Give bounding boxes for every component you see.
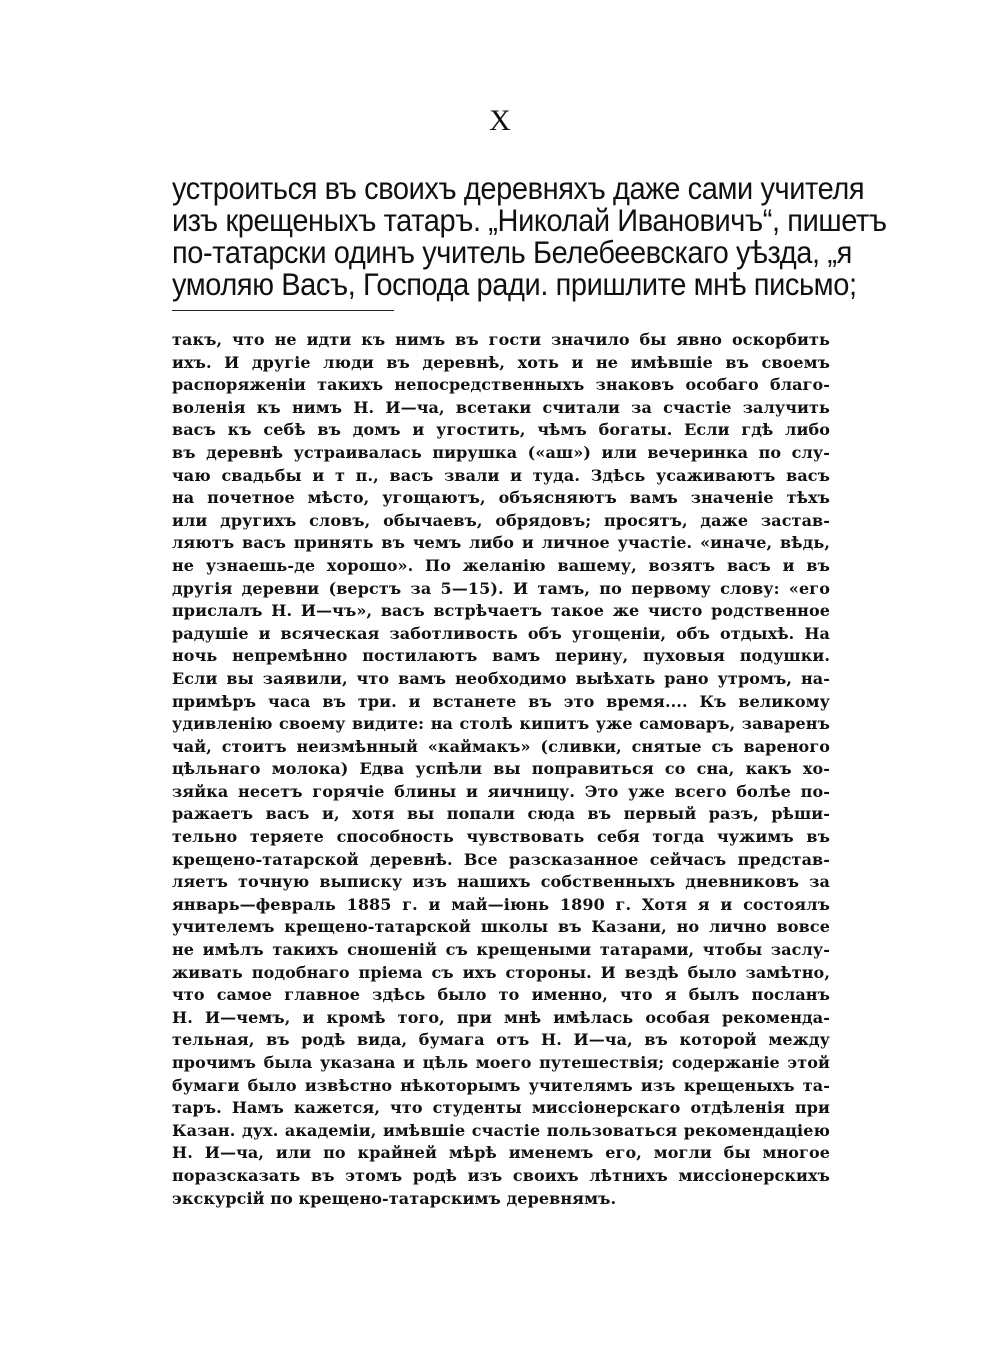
footnote-line: такъ, что не идти къ нимъ въ гости значило бы явно оскорбить — [172, 330, 830, 349]
footnote-line: чаю свадьбы и т п., васъ звали и туда. Здѣсь усаживаютъ васъ — [172, 465, 830, 485]
footnote-line: ночь непремѣнно постилаютъ вамъ перину, пуховыя подушки. — [172, 646, 830, 666]
footnote-line: ляютъ васъ принять въ чемъ либо и личное участіе. «иначе, вѣдь, — [172, 533, 830, 553]
page-number: X — [489, 104, 511, 137]
footnote-line: въ деревнѣ устраивалась пирушка («аш») или вечеринка по слу- — [172, 442, 830, 462]
main-text-line: устроиться въ своихъ деревняхъ даже сами учителя — [172, 172, 865, 207]
footnote-line: ляетъ точную выписку изъ нашихъ собственныхъ дневниковъ за — [172, 872, 830, 892]
footnote-line: радушіе и всяческая заботливость объ угощеніи, объ отдыхѣ. На — [172, 623, 830, 643]
footnote-line: зяйка несетъ горячіе блины и яичницу. Это уже всего болѣе по- — [172, 781, 830, 801]
footnote-line: прислалъ Н. И—чъ», васъ встрѣчаетъ такое же чисто родственное — [172, 601, 830, 621]
footnote-line: ихъ. И другіе люди въ деревнѣ, хоть и не имѣвшіе въ своемъ — [172, 352, 830, 372]
footnote-line: тельная, въ родѣ вида, бумага отъ Н. И—ча, въ которой между — [172, 1030, 830, 1050]
footnote-line: тельно теряете способность чувствовать себя тогда чужимъ въ — [172, 827, 830, 847]
footnote-line: или другихъ словъ, обычаевъ, обрядовъ; просятъ, даже застав- — [172, 510, 830, 530]
footnote-line: ражаетъ васъ и, хотя вы попали сюда въ первый разъ, рѣши- — [172, 804, 830, 824]
footnote-line: удивленію своему видите: на столѣ кипитъ уже самоваръ, заваренъ — [172, 714, 830, 734]
footnote-line: крещено-татарской деревнѣ. Все разсказанное сейчасъ представ- — [172, 849, 830, 869]
footnote-line: на почетное мѣсто, угощаютъ, объясняютъ вамъ значеніе тѣхъ — [172, 488, 830, 508]
footnote-line: распоряженіи такихъ непосредственныхъ знаковъ особаго благо- — [172, 375, 830, 395]
footnote-line: прочимъ была указана и цѣль моего путешествія; содержаніе этой — [172, 1053, 830, 1072]
footnote-line: учителемъ крещено-татарской школы въ Казани, но лично вовсе — [172, 917, 830, 937]
footnote-line: таръ. Намъ кажется, что студенты миссіонерскаго отдѣленія при — [172, 1098, 830, 1118]
footnote-line: поразсказать въ этомъ родѣ изъ своихъ лѣтнихъ миссіонерскихъ — [172, 1165, 830, 1185]
main-text-line: изъ крещеныхъ татаръ. „Николай Ивановичъ“, пишетъ — [172, 204, 887, 239]
footnote-line: живать подобнаго пріема съ ихъ стороны. И вездѣ было замѣтно, — [172, 962, 830, 982]
footnote — [172, 329, 830, 1210]
footnote-line: цѣльнаго молока) Едва успѣли вы поправиться со сна, какъ хо- — [172, 759, 830, 779]
footnote-separator — [172, 310, 394, 311]
footnote-line: не имѣлъ такихъ сношеній съ крещеными татарами, чтобы заслу- — [172, 940, 830, 960]
footnote-line: бумаги было извѣстно нѣкоторымъ учителямъ изъ крещеныхъ та- — [172, 1075, 830, 1095]
footnote-line: васъ къ себѣ въ домъ и угостить, чѣмъ богаты. Если гдѣ либо — [172, 420, 830, 440]
main-text — [172, 172, 887, 303]
footnote-line: Если вы заявили, что вамъ необходимо выѣхать рано утромъ, на- — [172, 668, 830, 688]
footnote-line: примѣръ часа въ три. и встанете въ это время.... Къ великому — [172, 691, 830, 711]
footnote-line: чай, стоитъ неизмѣнный «каймакъ» (сливки, снятые съ вареного — [172, 736, 830, 756]
main-text-line: умоляю Васъ, Господа ради. пришлите мнѣ письмо; — [172, 268, 857, 303]
footnote-line: Н. И—ча, или по крайней мѣрѣ именемъ его, могли бы многое — [172, 1143, 830, 1163]
footnote-line: другія деревни (верстъ за 5—15). И тамъ, по первому слову: «его — [172, 578, 830, 598]
footnote-line: воленія къ нимъ Н. И—ча, всетаки считали за счастіе залучить — [172, 397, 830, 417]
footnote-line: что самое главное здѣсь было то именно, что я былъ посланъ — [172, 985, 830, 1005]
footnote-line: не узнаешь-де хорошо». По желанію вашему, возятъ васъ и въ — [172, 555, 830, 575]
footnote-line: экскурсій по крещено-татарскимъ деревнямъ. — [172, 1188, 617, 1208]
footnote-line: январь—февраль 1885 г. и май—іюнь 1890 г. Хотя я и состоялъ — [172, 894, 830, 914]
main-text-line: по-татарски одинъ учитель Белебеевскаго уѣзда, „я — [172, 236, 852, 271]
footnote-line: Н. И—чемъ, и кромѣ того, при мнѣ имѣлась особая рекоменда- — [172, 1007, 830, 1027]
footnote-line: Казан. дух. академіи, имѣвшіе счастіе пользоваться рекомендаціею — [172, 1120, 830, 1140]
